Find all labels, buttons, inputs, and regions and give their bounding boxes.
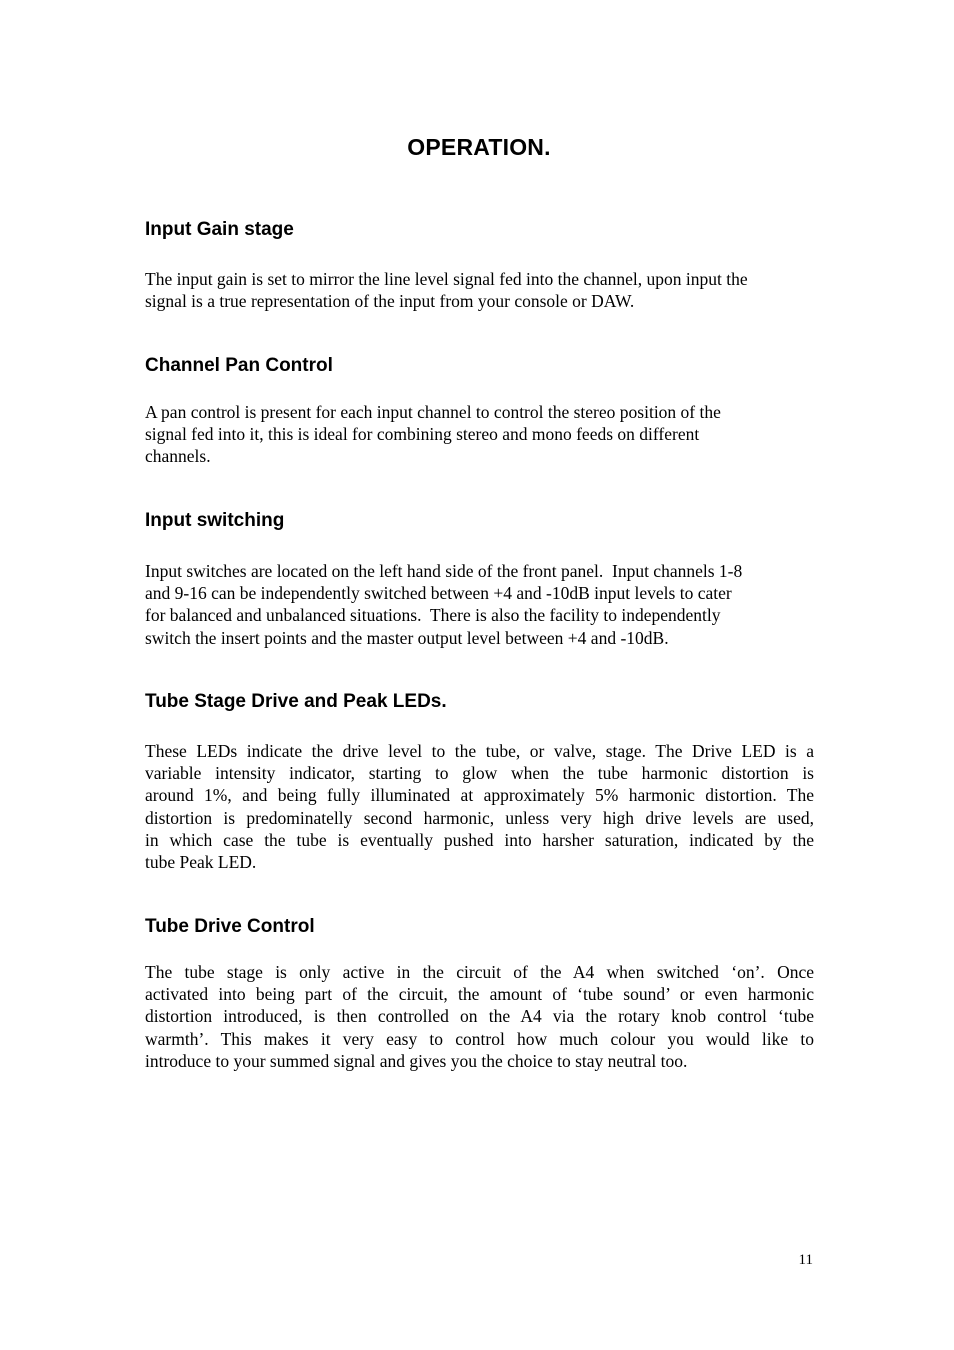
body-line: activated into being part of the circuit, the amount of ‘tube sound’ or even harmonic [145,984,814,1005]
body-line: warmth’. This makes it very easy to control how much colour you would like to [145,1028,814,1049]
body-line: introduce to your summed signal and gives you the choice to stay neutral too. [145,1050,688,1071]
section-body-tube-stage-drive-and-peak-leds [145,740,814,873]
body-line: signal is a true representation of the input from your console or DAW. [145,291,635,312]
page-title: OPERATION. [407,134,551,160]
body-line: tube Peak LED. [145,852,257,873]
section-body-input-switching [145,560,814,649]
section-heading-tube-stage-drive-and-peak-leds: Tube Stage Drive and Peak LEDs. [145,691,447,712]
section-body-input-gain-stage [145,268,814,312]
body-line: around 1%, and being fully illuminated at approximately 5% harmonic distortion. The [145,785,814,806]
section-body-channel-pan-control [145,401,814,468]
section-heading-input-switching: Input switching [145,510,285,531]
body-line: channels. [145,446,211,467]
body-line: These LEDs indicate the drive level to the tube, or valve, stage. The Drive LED is a [145,741,814,761]
body-line: A pan control is present for each input channel to control the stereo position of the [145,402,721,422]
section-heading-input-gain-stage: Input Gain stage [145,219,294,240]
page-number: 11 [798,1252,813,1268]
body-line: in which case the tube is eventually pushed into harsher saturation, indicated by the [145,829,814,850]
section-body-tube-drive-control [145,961,814,1072]
body-line: and 9-16 can be independently switched between +4 and -10dB input levels to cater [145,583,732,604]
body-line: distortion introduced, is then controlled on the A4 via the rotary knob control ‘tube [145,1006,814,1027]
body-line: distortion is predominatelly second harmonic, unless very high drive levels are used, [145,807,814,828]
body-line: for balanced and unbalanced situations. There is also the facility to independently [145,605,721,626]
body-line: variable intensity indicator, starting to glow when the tube harmonic distortion is [145,763,814,784]
body-line: Input switches are located on the left hand side of the front panel. Input channels 1-8 [145,561,743,581]
section-heading-channel-pan-control: Channel Pan Control [145,355,333,376]
body-line: switch the insert points and the master output level between +4 and -10dB. [145,627,669,648]
section-heading-tube-drive-control: Tube Drive Control [145,916,315,937]
body-line: signal fed into it, this is ideal for combining stereo and mono feeds on different [145,424,700,445]
body-line: The input gain is set to mirror the line level signal fed into the channel, upon input the [145,269,748,289]
body-line: The tube stage is only active in the circuit of the A4 when switched ‘on’. Once [145,962,814,982]
